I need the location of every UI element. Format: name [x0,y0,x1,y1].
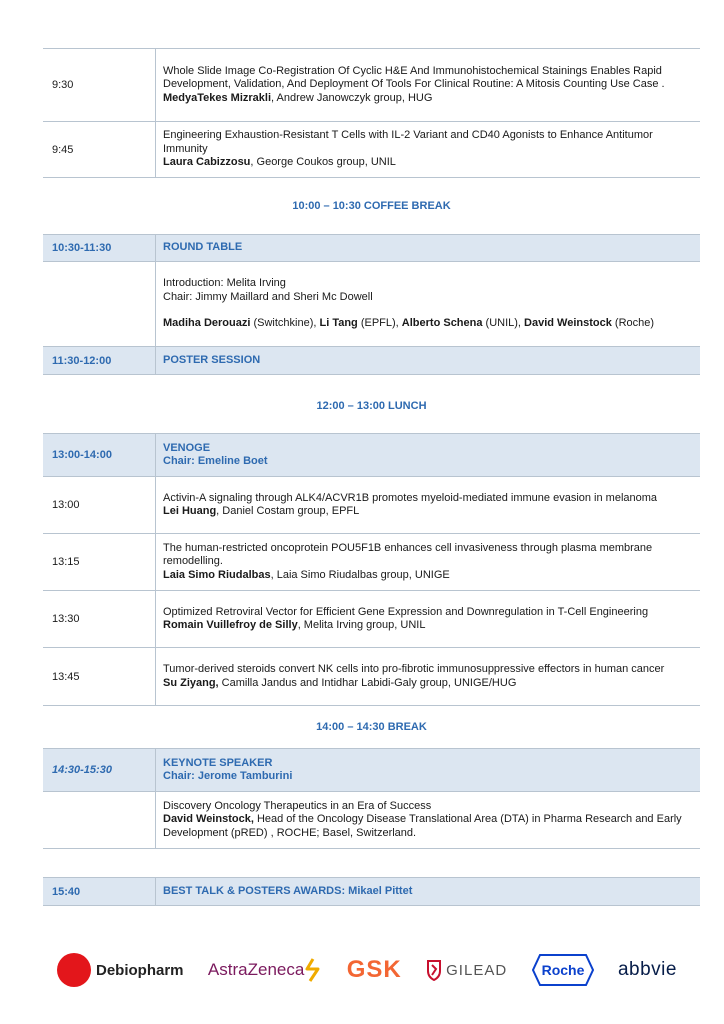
session-chair: Chair: Emeline Boet [163,455,268,467]
talk-title: Engineering Exhaustion-Resistant T Cells with IL-2 Variant and CD40 Agonists to Enhance Antitumor Immunity [163,129,653,155]
session-time: 10:30-11:30 [43,235,156,261]
speaker-name: Laura Cabizzosu [163,156,251,169]
astrazeneca-wordmark: AstraZeneca [207,960,305,979]
table-row [43,48,700,122]
panelist-name: Madiha Derouazi [163,317,251,330]
speaker-affiliation: , Daniel Costam group, EPFL [216,505,360,517]
session-label: VENOGE [163,441,211,454]
talk-title: Activin-A signaling through ALK4/ACVR1B promotes myeloid-mediated immune evasion in melanoma [163,491,658,504]
speaker-name: David Weinstock, [163,813,254,826]
talk-authors [163,813,690,840]
speaker-name: Romain Vuillefroy de Silly [163,619,298,631]
section-header-row [43,877,700,906]
panelist-affiliation: (Switchkine), [250,317,320,330]
gilead-logo [426,959,507,981]
talk-title: Whole Slide Image Co-Registration Of Cyclic H&E And Immunohistochemical Stainings Enables Rapid Development, Validation, And Deployment Of Tools For Clinical Routine: A Mitosis Counting Use Case . [163,64,665,91]
session-time: 9:45 [43,122,156,177]
gilead-shield-icon [426,959,442,981]
session-time: 9:30 [43,49,156,121]
lunch-heading: 12:00 – 13:00 LUNCH [316,400,427,412]
speaker-affiliation: , Melita Irving group, UNIL [297,619,426,631]
session-details [156,591,700,647]
speaker-name: Laia Simo Riudalbas [163,568,271,581]
session-label: ROUND TABLE [163,241,243,254]
section-header-row [43,234,700,262]
sponsor-logos [57,948,677,992]
table-row [43,477,700,534]
roche-wordmark: Roche [541,962,585,978]
session-time: 13:00-14:00 [43,434,156,476]
debiopharm-mark-icon [57,953,91,987]
session-time: 13:45 [43,648,156,705]
panelist-affiliation: (EPFL), [357,317,402,330]
panelist-name: Alberto Schena [401,317,483,330]
speaker-affiliation: , Laia Simo Riudalbas group, UNIGE [270,568,450,581]
break-heading: 14:00 – 14:30 BREAK [316,721,427,733]
talk-authors [163,505,690,519]
panelist-name: David Weinstock [524,317,612,330]
session-details [156,49,700,121]
session-label: POSTER SESSION [163,353,261,366]
session-time: 15:40 [43,878,156,905]
session-time: 11:30-12:00 [43,347,156,374]
talk-title: Tumor-derived steroids convert NK cells into pro-fibrotic immunosuppressive effectors in human cancer [163,663,665,675]
abbvie-wordmark: abbvie [617,959,677,980]
speaker-name: Lei Huang [163,505,217,517]
talk-title: The human-restricted oncoprotein POU5F1B enhances cell invasiveness through plasma membrane remodelling. [163,541,653,568]
speaker-affiliation: Head of the Oncology Disease Translational Area (DTA) in Pharma Research and Early Development (pRED) , ROCHE; Basel, Switzerland. [163,813,682,839]
roundtable-panelists [163,317,690,331]
astrazeneca-logo [208,957,322,983]
speaker-affiliation: Camilla Jandus and Intidhar Labidi-Galy group, UNIGE/HUG [218,676,517,689]
session-time: 13:30 [43,591,156,647]
table-row [43,122,700,178]
speaker-affiliation: , George Coukos group, UNIL [250,156,396,169]
abbvie-logo [618,959,677,981]
coffee-break-heading: 10:00 – 10:30 COFFEE BREAK [292,200,451,212]
table-row [43,262,700,347]
speaker-name: MedyaTekes Mizrakli [163,91,272,104]
talk-authors [163,156,690,170]
speaker-name: Su Ziyang, [163,676,219,689]
section-header-row [43,347,700,375]
talk-authors [163,619,690,633]
session-time-empty [43,262,156,346]
table-row [43,792,700,849]
session-details [156,477,700,533]
roundtable-chair: Chair: Jimmy Maillard and Sheri Mc Dowell [163,290,373,303]
session-time: 13:15 [43,534,156,590]
roundtable-intro: Introduction: Melita Irving [163,277,286,290]
panelist-name: Li Tang [319,317,358,330]
gsk-wordmark: GSK [346,956,402,983]
talk-authors [163,569,690,583]
table-row [43,648,700,706]
debiopharm-wordmark: Debiopharm [96,961,184,979]
talk-authors [163,677,690,691]
astrazeneca-swirl-icon [304,957,322,983]
panelist-affiliation: (UNIL), [482,317,525,330]
session-time-empty [43,792,156,848]
debiopharm-logo [57,953,184,987]
session-label-block [156,434,700,476]
table-row [43,534,700,591]
talk-title: Discovery Oncology Therapeutics in an Era of Success [163,799,432,812]
session-details [156,792,700,848]
session-time: 14:30-15:30 [43,749,156,791]
session-label: KEYNOTE SPEAKER [163,756,273,769]
speaker-affiliation: , Andrew Janowczyk group, HUG [271,91,433,104]
table-row [43,591,700,648]
roche-logo [532,962,594,978]
session-label-block [156,749,700,791]
session-details [156,262,700,346]
panelist-affiliation: (Roche) [611,317,655,330]
talk-title: Optimized Retroviral Vector for Efficient Gene Expression and Downregulation in T-Cell Engineering [163,605,649,618]
section-header-row [43,748,700,792]
session-label: BEST TALK & POSTERS AWARDS: Mikael Pittet [163,884,413,897]
gsk-logo [347,956,402,984]
gilead-wordmark: GILEAD [446,961,508,979]
session-time: 13:00 [43,477,156,533]
session-details [156,648,700,705]
talk-authors [163,92,690,106]
session-details [156,122,700,177]
session-chair: Chair: Jerome Tamburini [163,770,293,782]
session-details [156,534,700,590]
section-header-row [43,433,700,477]
